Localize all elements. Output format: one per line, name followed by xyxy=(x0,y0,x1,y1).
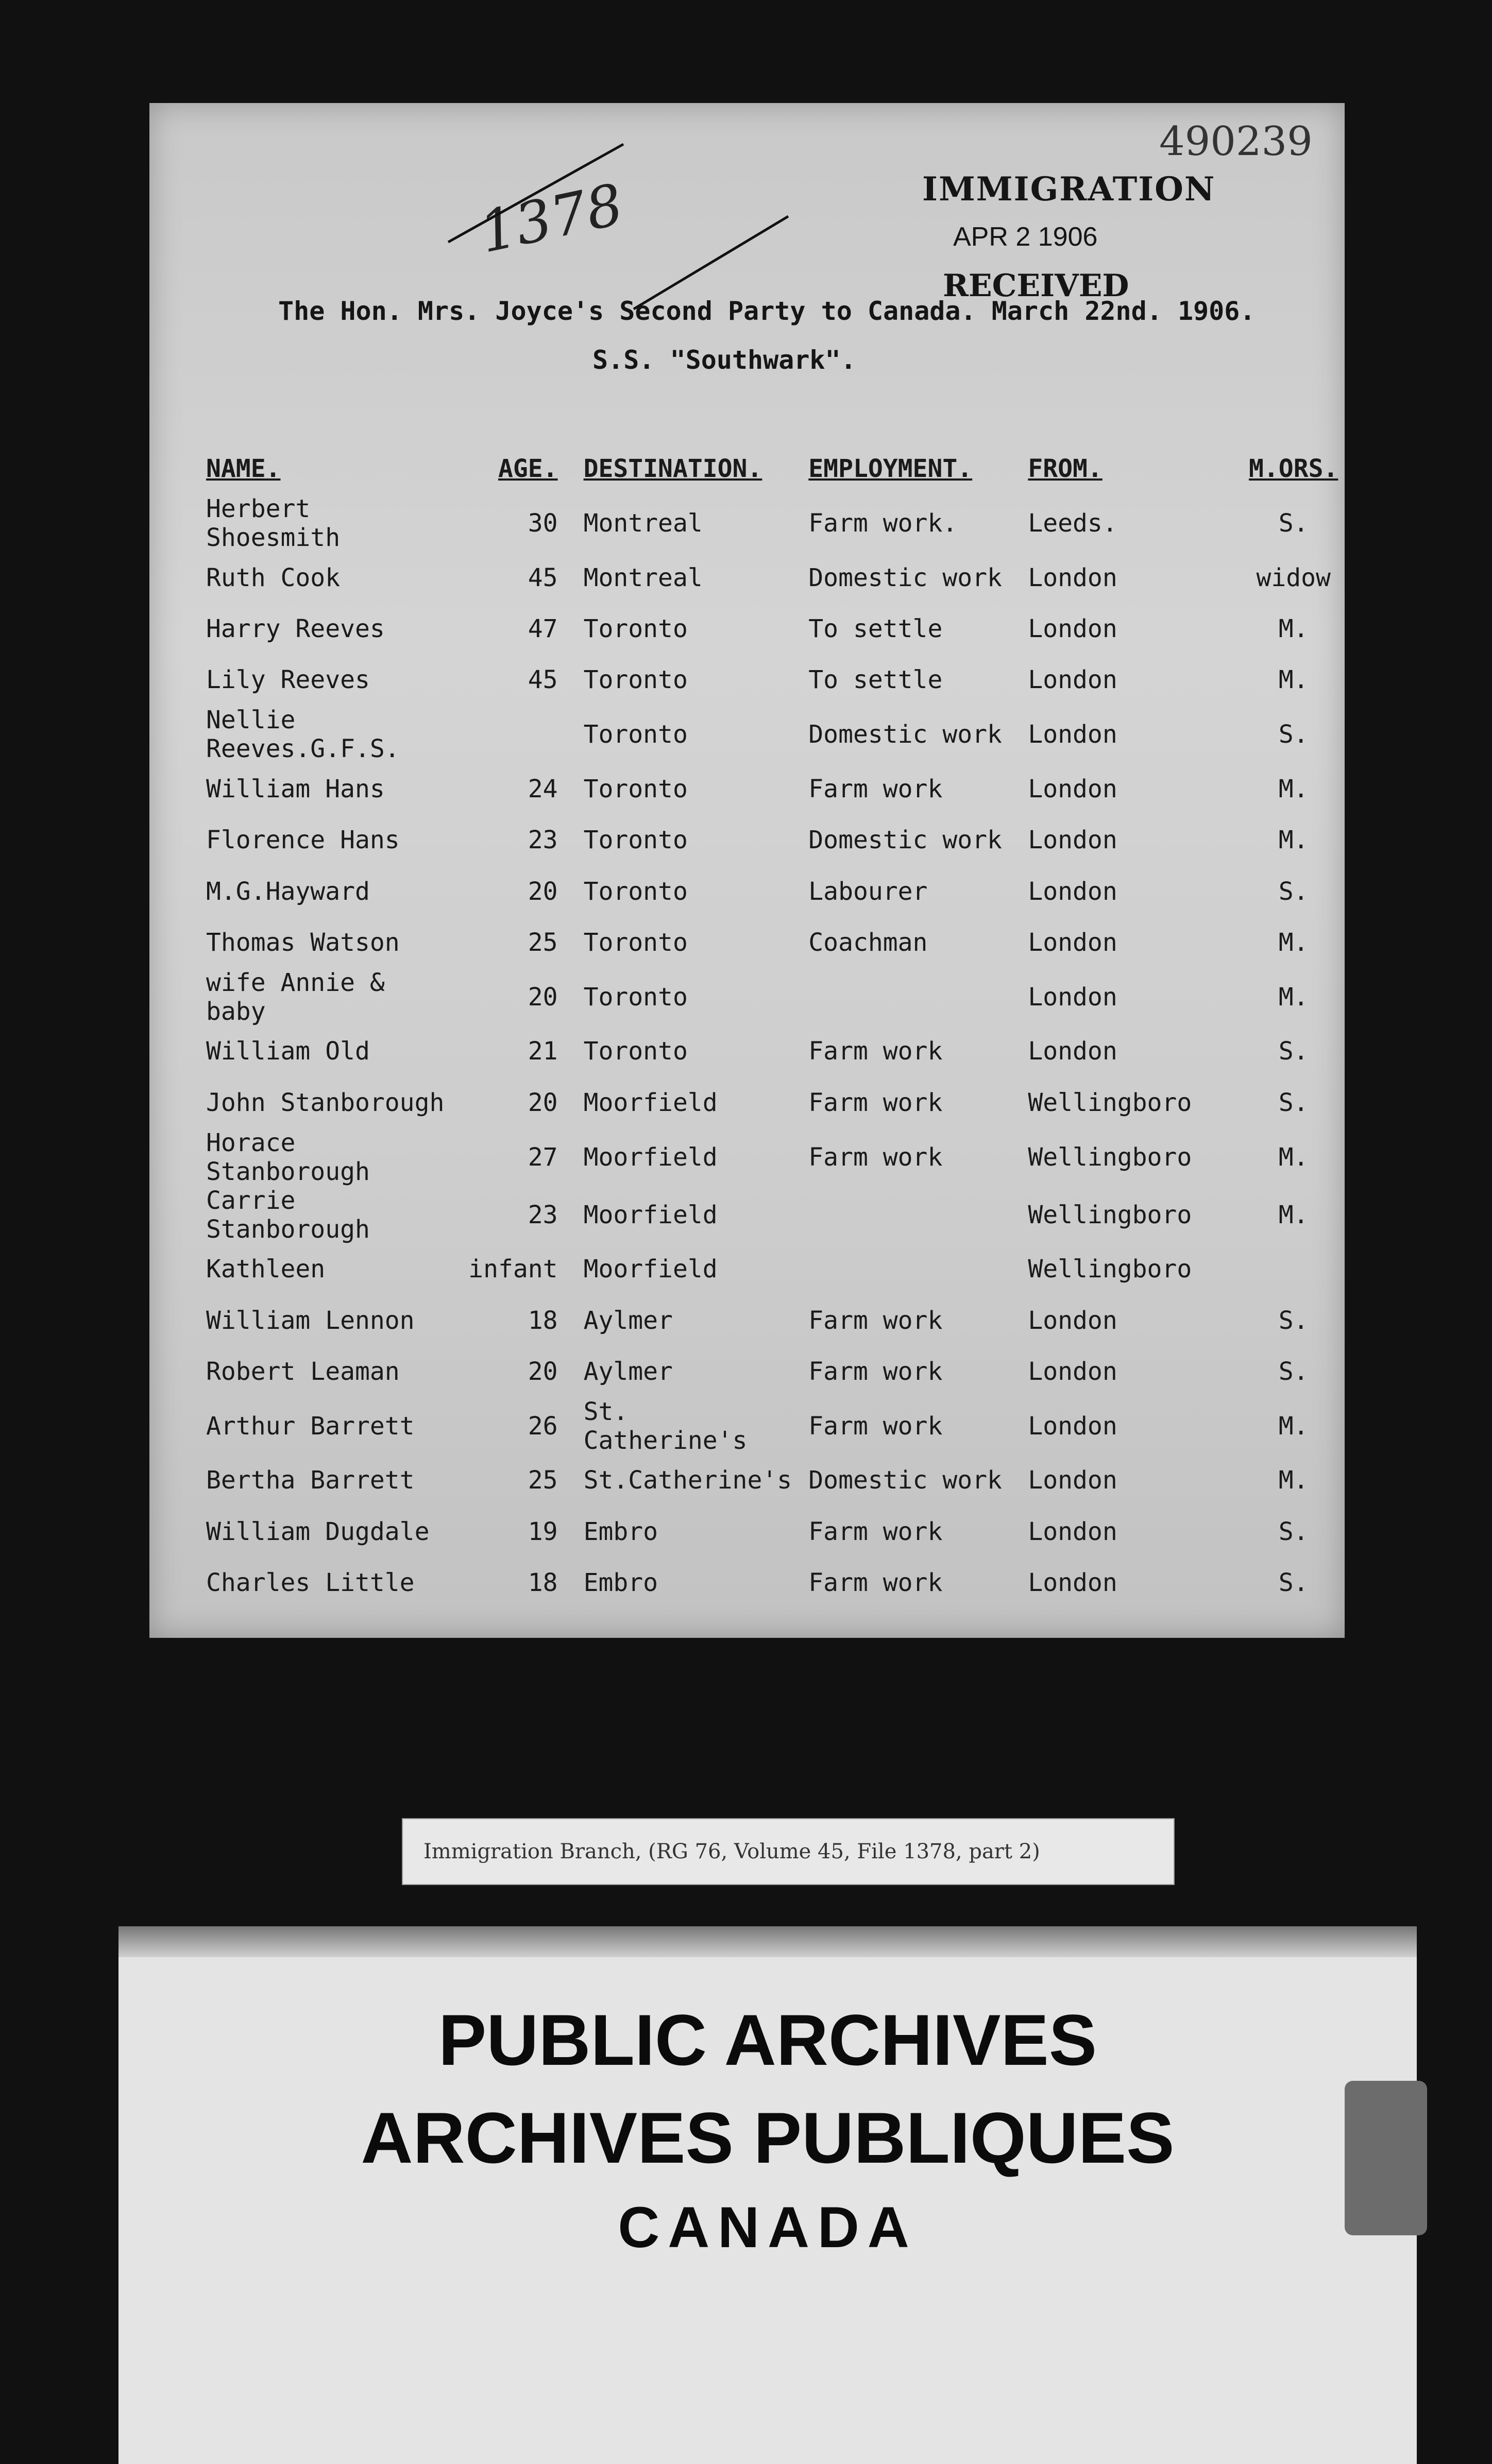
cell-age: 47 xyxy=(528,614,558,644)
table-row xyxy=(201,1244,1345,1295)
cell-destination: Toronto xyxy=(583,720,688,749)
cell-destination: Toronto xyxy=(583,1037,688,1066)
cell-employment: Farm work xyxy=(808,1142,943,1172)
cell-marital-status: S. xyxy=(1278,720,1309,749)
table-row xyxy=(201,706,1345,763)
cell-from: London xyxy=(1028,1306,1117,1335)
cell-employment: Domestic work xyxy=(808,826,1002,855)
cell-destination: Moorfield xyxy=(583,1200,718,1229)
cell-marital-status: S. xyxy=(1278,1357,1309,1386)
cell-employment: Farm work xyxy=(808,1517,943,1546)
cell-from: London xyxy=(1028,563,1117,592)
column-header-destination: DESTINATION. xyxy=(583,454,762,483)
cell-age: 25 xyxy=(528,928,558,957)
cell-marital-status xyxy=(1242,1244,1345,1295)
cell-from: London xyxy=(1028,720,1117,749)
column-header-employment: EMPLOYMENT. xyxy=(808,454,973,483)
table-row xyxy=(201,494,1345,552)
cell-from: Wellingboro xyxy=(1028,1255,1192,1284)
cell-age: 20 xyxy=(528,1357,558,1386)
cell-destination: Moorfield xyxy=(583,1255,718,1284)
cell-marital-status: S. xyxy=(1278,1088,1309,1117)
cell-from: Leeds. xyxy=(1028,509,1117,538)
cell-age: 21 xyxy=(528,1037,558,1066)
cell-employment: Farm work xyxy=(808,1088,943,1117)
stamp-title: IMMIGRATION xyxy=(922,170,1216,209)
cell-name: William Dugdale xyxy=(206,1517,430,1546)
cell-marital-status: M. xyxy=(1278,774,1309,803)
cell-destination: Embro xyxy=(583,1568,658,1598)
cell-name: M.G.Hayward xyxy=(206,877,370,906)
cell-age: 23 xyxy=(528,826,558,855)
cell-employment: Farm work xyxy=(808,1411,943,1441)
cell-marital-status: M. xyxy=(1278,665,1309,695)
cell-from: London xyxy=(1028,928,1117,957)
archives-line-english: PUBLIC ARCHIVES xyxy=(438,1999,1097,2080)
cell-name: Harry Reeves xyxy=(206,614,385,644)
cell-from: London xyxy=(1028,665,1117,695)
cell-age: 18 xyxy=(528,1306,558,1335)
cell-name: William Old xyxy=(206,1037,370,1066)
cell-marital-status: S. xyxy=(1278,1306,1309,1335)
cell-age: 24 xyxy=(528,774,558,803)
cell-marital-status: S. xyxy=(1278,509,1309,538)
cell-age: 45 xyxy=(528,665,558,695)
table-row xyxy=(201,655,1345,706)
ship-name: S.S. "Southwark". xyxy=(592,345,856,375)
table-row xyxy=(201,815,1345,866)
cell-from: London xyxy=(1028,1357,1117,1386)
cell-from: Wellingboro xyxy=(1028,1142,1192,1172)
cell-name: Ruth Cook xyxy=(206,563,341,592)
cell-age: 20 xyxy=(528,982,558,1012)
cell-destination: Toronto xyxy=(583,665,688,695)
card-edge xyxy=(118,1926,1417,1957)
cell-age: 30 xyxy=(528,509,558,538)
cell-from: London xyxy=(1028,774,1117,803)
table-row xyxy=(201,1186,1345,1244)
cell-marital-status: M. xyxy=(1278,614,1309,644)
cell-name: Robert Leaman xyxy=(206,1357,400,1386)
table-row xyxy=(201,1128,1345,1186)
cell-age xyxy=(463,706,563,763)
cell-name: Lily Reeves xyxy=(206,665,370,695)
cell-destination: Toronto xyxy=(583,826,688,855)
column-header-name: NAME. xyxy=(206,454,281,483)
cell-age: 26 xyxy=(528,1411,558,1441)
cell-marital-status: M. xyxy=(1278,982,1309,1012)
cell-employment: Farm work xyxy=(808,1568,943,1598)
cell-marital-status: M. xyxy=(1278,928,1309,957)
cell-name: Bertha Barrett xyxy=(206,1466,415,1495)
cell-marital-status: M. xyxy=(1278,1200,1309,1229)
cell-destination: Toronto xyxy=(583,614,688,644)
passenger-table xyxy=(201,443,1345,1609)
cell-employment: Farm work xyxy=(808,1357,943,1386)
cell-from: London xyxy=(1028,826,1117,855)
cell-age: 27 xyxy=(528,1142,558,1172)
cell-marital-status: S. xyxy=(1278,877,1309,906)
document-number: 490239 xyxy=(1159,118,1313,165)
cell-employment: To settle xyxy=(808,665,943,695)
cell-employment: Coachman xyxy=(808,928,928,957)
stamp-date: APR 2 1906 xyxy=(953,222,1098,252)
archives-line-country: CANADA xyxy=(618,2195,918,2260)
table-row xyxy=(201,603,1345,654)
cell-destination: Montreal xyxy=(583,509,703,538)
cell-name: Carrie Stanborough xyxy=(206,1186,370,1244)
cell-destination: St. Catherine's xyxy=(583,1397,748,1455)
cell-name: wife Annie & baby xyxy=(206,968,385,1026)
cell-destination: Montreal xyxy=(583,563,703,592)
cell-employment xyxy=(803,968,1023,1026)
cell-name: Kathleen xyxy=(206,1255,326,1284)
table-row xyxy=(201,1295,1345,1346)
pen-strokes xyxy=(438,134,840,319)
file-number-handwritten: 1378 xyxy=(473,171,629,266)
column-header-from: FROM. xyxy=(1028,454,1103,483)
cell-marital-status: M. xyxy=(1278,1411,1309,1441)
cell-from: London xyxy=(1028,614,1117,644)
cell-employment: Farm work xyxy=(808,1306,943,1335)
table-row xyxy=(201,552,1345,603)
cell-employment xyxy=(803,1244,1023,1295)
cell-from: London xyxy=(1028,1466,1117,1495)
cell-marital-status: M. xyxy=(1278,826,1309,855)
cell-marital-status: S. xyxy=(1278,1568,1309,1598)
column-header-marital-status: M.ORS. xyxy=(1249,454,1338,483)
table-row xyxy=(201,917,1345,968)
cell-employment: Domestic work xyxy=(808,1466,1002,1495)
table-row xyxy=(201,1557,1345,1608)
table-row xyxy=(201,1026,1345,1077)
cell-from: London xyxy=(1028,982,1117,1012)
cell-age: 45 xyxy=(528,563,558,592)
cell-destination: Toronto xyxy=(583,928,688,957)
table-row xyxy=(201,763,1345,814)
cell-age: 19 xyxy=(528,1517,558,1546)
cell-from: London xyxy=(1028,877,1117,906)
cell-age: 18 xyxy=(528,1568,558,1598)
cell-age: 25 xyxy=(528,1466,558,1495)
table-row xyxy=(201,1077,1345,1128)
cell-name: Nellie Reeves.G.F.S. xyxy=(206,706,400,764)
cell-marital-status: S. xyxy=(1278,1517,1309,1546)
cell-from: London xyxy=(1028,1037,1117,1066)
cell-employment: Labourer xyxy=(808,877,928,906)
cell-marital-status: widow xyxy=(1256,563,1331,592)
archives-card xyxy=(118,1926,1417,2464)
caption-text: Immigration Branch, (RG 76, Volume 45, File 1378, part 2) xyxy=(423,1840,1040,1863)
cell-employment: Farm work. xyxy=(808,509,958,538)
document-title: The Hon. Mrs. Joyce's Second Party to Canada. March 22nd. 1906. xyxy=(278,296,1256,326)
table-header-row xyxy=(201,443,1345,494)
table-row xyxy=(201,866,1345,917)
cell-name: Herbert Shoesmith xyxy=(206,494,341,552)
cell-name: John Stanborough xyxy=(206,1088,445,1117)
cell-from: Wellingboro xyxy=(1028,1200,1192,1229)
cell-destination: St.Catherine's xyxy=(583,1466,792,1495)
cell-from: London xyxy=(1028,1411,1117,1441)
cell-employment: Farm work xyxy=(808,774,943,803)
cell-age: 20 xyxy=(528,877,558,906)
archives-line-french: ARCHIVES PUBLIQUES xyxy=(361,2097,1175,2178)
table-row xyxy=(201,1397,1345,1455)
cell-name: Arthur Barrett xyxy=(206,1411,415,1441)
table-row xyxy=(201,1455,1345,1506)
cell-name: Thomas Watson xyxy=(206,928,400,957)
cell-destination: Moorfield xyxy=(583,1142,718,1172)
cell-from: Wellingboro xyxy=(1028,1088,1192,1117)
column-header-age: AGE. xyxy=(498,454,558,483)
cell-name: Florence Hans xyxy=(206,826,400,855)
archive-caption xyxy=(402,1818,1175,1885)
cell-age: 23 xyxy=(528,1200,558,1229)
cell-name: Horace Stanborough xyxy=(206,1128,370,1186)
cell-age: 20 xyxy=(528,1088,558,1117)
cell-destination: Aylmer xyxy=(583,1306,673,1335)
cell-destination: Toronto xyxy=(583,877,688,906)
cell-destination: Toronto xyxy=(583,982,688,1012)
cell-from: London xyxy=(1028,1517,1117,1546)
cell-destination: Embro xyxy=(583,1517,658,1546)
table-row xyxy=(201,1346,1345,1397)
cell-marital-status: M. xyxy=(1278,1466,1309,1495)
cell-employment: To settle xyxy=(808,614,943,644)
cell-name: William Lennon xyxy=(206,1306,415,1335)
cell-destination: Toronto xyxy=(583,774,688,803)
cell-name: William Hans xyxy=(206,774,385,803)
cell-destination: Aylmer xyxy=(583,1357,673,1386)
cell-employment: Farm work xyxy=(808,1037,943,1066)
cell-age: infant xyxy=(468,1255,558,1284)
table-row xyxy=(201,968,1345,1026)
stamp-received: RECEIVED xyxy=(943,268,1129,304)
document-page xyxy=(149,103,1345,1638)
cell-name: Charles Little xyxy=(206,1568,415,1598)
cell-destination: Moorfield xyxy=(583,1088,718,1117)
cell-employment: Domestic work xyxy=(808,720,1002,749)
cell-employment: Domestic work xyxy=(808,563,1002,592)
cell-employment xyxy=(803,1186,1023,1244)
cell-marital-status: M. xyxy=(1278,1142,1309,1172)
cell-marital-status: S. xyxy=(1278,1037,1309,1066)
cell-from: London xyxy=(1028,1568,1117,1598)
table-row xyxy=(201,1506,1345,1557)
